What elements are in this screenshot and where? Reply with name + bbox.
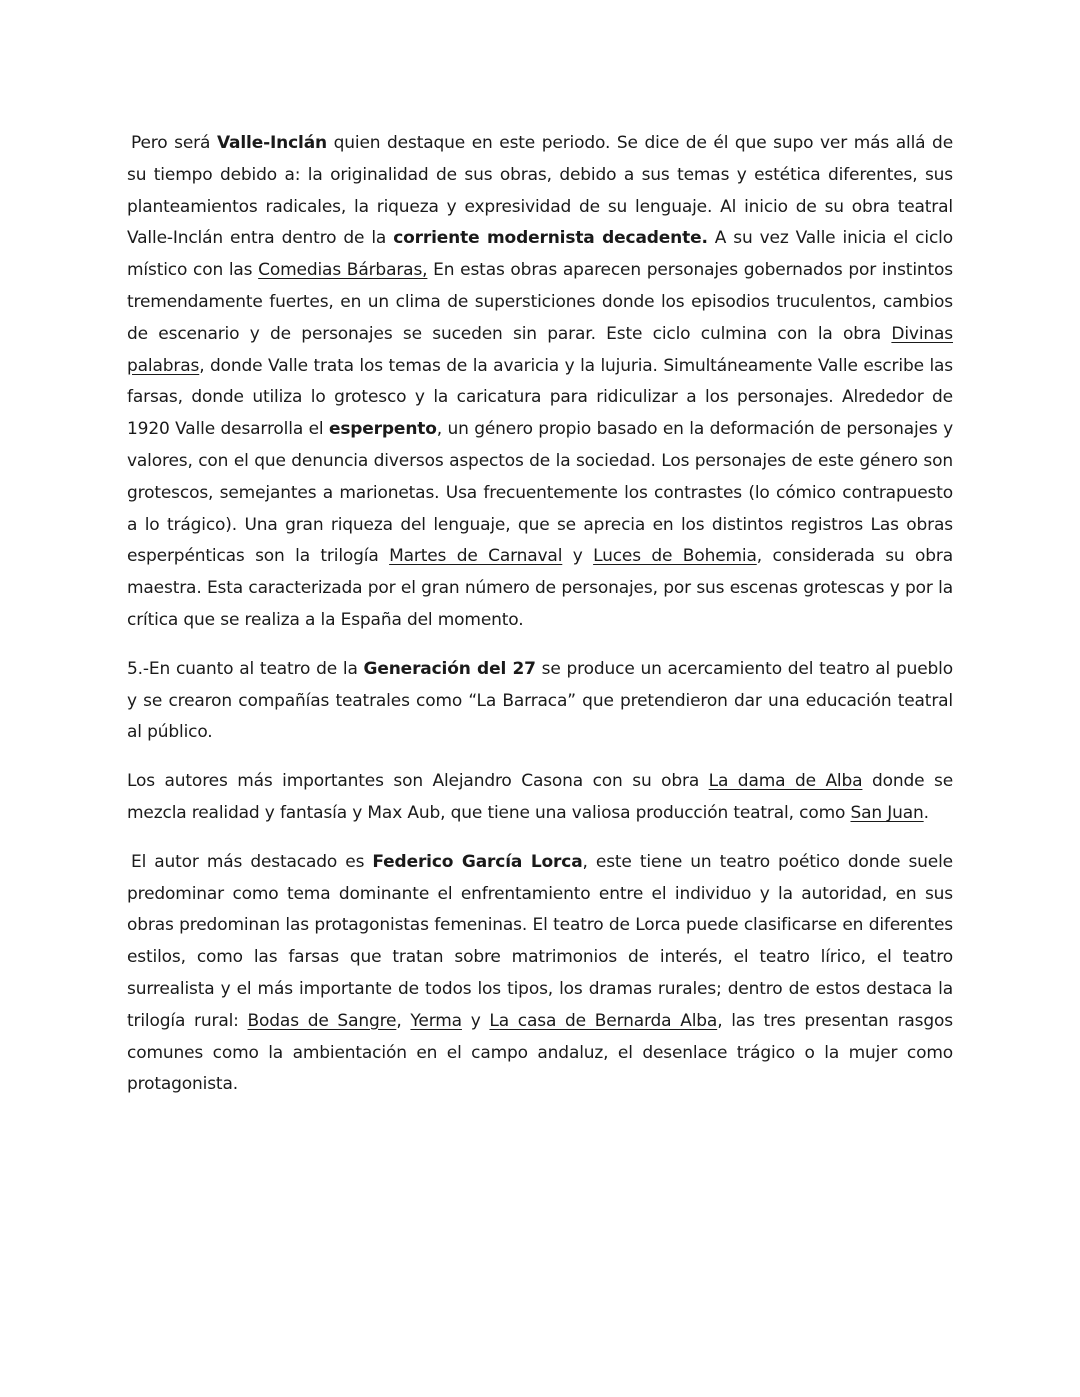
text-run: , donde Valle trata los temas de la avaricia y la lujuria. Simultáneamente Valle escribe las farsas, donde utiliza lo grotesco y la caricatura para ridiculizar a los personajes. Alrededor de 1920 Valle desarrolla el <box>127 355 953 440</box>
bold-text: corriente modernista decadente. <box>393 228 708 249</box>
bold-text: Valle-Inclán <box>216 133 327 153</box>
text-run: , considerada su obra maestra. Esta caracterizada por el gran número de personajes, por sus escenas grotescas y por la crítica que se realiza a la España del momento. <box>127 546 953 630</box>
text-run: se produce un acercamiento del teatro al pueblo y se crearon compañías teatrales como “La Barraca” que pretendieron dar una educación teatral al público. <box>127 658 953 743</box>
bold-text: Federico García Lorca <box>372 851 583 872</box>
underlined-title: Luces de Bohemia <box>593 546 757 567</box>
text-run: Los autores más importantes son Alejandro Casona con su obra <box>127 771 709 792</box>
underlined-title: Comedias Bárbaras, <box>258 260 428 281</box>
underlined-title: Martes de Carnaval <box>389 546 563 567</box>
text-run: El autor más destacado es <box>131 851 373 872</box>
text-run: , <box>396 1010 411 1031</box>
underlined-title: Divinas palabras <box>127 323 953 376</box>
text-run: y <box>461 1010 490 1031</box>
text-run: , un género propio basado en la deformación de personajes y valores, con el que denuncia diversos aspectos de la sociedad. Los personajes de este género son grotescos, semejantes a marionetas. Usa frecuentemente los contrastes (lo cómico contrapuesto a lo trágico). Una gran riqueza del lenguaje, que se aprecia en los distintos registros Las obras esperpénticas son la trilogía <box>127 419 954 567</box>
paragraph <box>127 766 953 830</box>
text-run: . <box>923 802 929 823</box>
underlined-title: La dama de Alba <box>708 771 863 792</box>
paragraph <box>127 654 953 749</box>
text-run: , este tiene un teatro poético donde suele predominar como tema dominante el enfrentamiento entre el individuo y la autoridad, en sus obras predominan las protagonistas femeninas. El teatro de Lorca puede clasificarse en diferentes estilos, como las farsas que tratan sobre matrimonios de interés, el teatro lírico, el teatro surrealista y el más importante de todos los tipos, los dramas rurales; dentro de estos destaca la trilogía rural: <box>127 851 953 1031</box>
underlined-title: Yerma <box>410 1010 462 1031</box>
text-run: En estas obras aparecen personajes gobernados por instintos tremendamente fuertes, en un clima de supersticiones donde los episodios truculentos, cambios de escenario y de personajes se suceden sin parar. Este ciclo culmina con la obra <box>127 260 953 344</box>
text-run: , las tres presentan rasgos comunes como la ambientación en el campo andaluz, el desenlace trágico o la mujer como protagonista. <box>127 1010 953 1095</box>
underlined-title: San Juan <box>850 802 924 823</box>
underlined-title: La casa de Bernarda Alba <box>489 1010 718 1031</box>
text-run: 5.-En cuanto al teatro de la <box>127 658 364 679</box>
paragraph <box>127 128 953 637</box>
text-run: A su vez Valle inicia el ciclo místico con las <box>127 228 953 281</box>
text-run: y <box>562 546 594 567</box>
document-page <box>127 128 953 1118</box>
underlined-title: Bodas de Sangre <box>247 1010 397 1031</box>
paragraph <box>127 847 953 1101</box>
bold-text: Generación del 27 <box>363 658 536 679</box>
text-run: Pero será <box>131 133 217 153</box>
bold-text: esperpento <box>328 419 437 440</box>
text-run: donde se mezcla realidad y fantasía y Max Aub, que tiene una valiosa producción teatral, como <box>127 771 954 823</box>
text-run: quien destaque en este periodo. Se dice de él que supo ver más allá de su tiempo debido a: la originalidad de sus obras, debido a sus temas y estética diferentes, sus planteamientos radicales, la riqueza y expresividad de su lenguaje. Al inicio de su obra teatral Valle-Inclán entra dentro de la <box>127 133 954 249</box>
